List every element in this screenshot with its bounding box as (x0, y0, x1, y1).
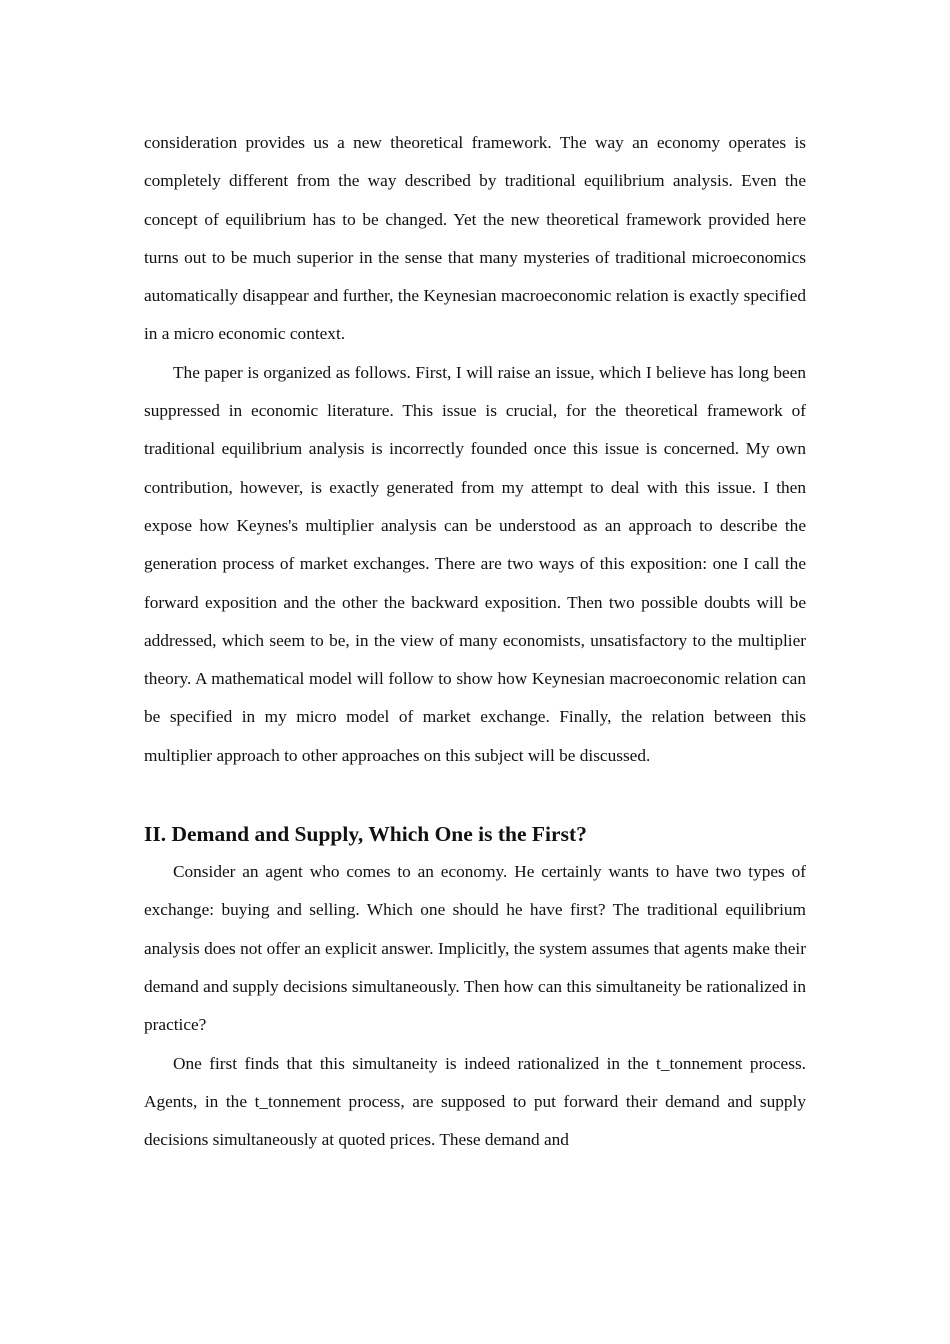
paragraph-tatonnement: One first finds that this simultaneity is indeed rationalized in the t_tonnement process. Agents, in the t_tonnement process, are supposed to put forward their demand and supply decisions simultaneously at quoted prices. These demand and (144, 1053, 806, 1150)
section-heading-demand-supply: II. Demand and Supply, Which One is the First? (144, 822, 587, 847)
page-body (144, 124, 806, 1159)
paragraph-intro-continuation: consideration provides us a new theoretical framework. The way an economy operates is completely different from the way described by traditional equilibrium analysis. Even the concept of equilibrium has to be changed. Yet the new theoretical framework provided here turns out to be much superior in the sense that many mysteries of traditional microeconomics automatically disappear and further, the Keynesian macroeconomic relation is exactly specified in a micro economic context. (144, 133, 806, 344)
paragraph-paper-organization: The paper is organized as follows. First, I will raise an issue, which I believe has long been suppressed in economic literature. This issue is crucial, for the theoretical framework of traditional equilibrium analysis is incorrectly founded once this issue is concerned. My own contribution, however, is exactly generated from my attempt to deal with this issue. I then expose how Keynes's multiplier analysis can be understood as an approach to describe the generation process of market exchanges. There are two ways of this exposition: one I call the forward exposition and the other the backward exposition. Then two possible doubts will be addressed, which seem to be, in the view of many economists, unsatisfactory to the multiplier theory. A mathematical model will follow to show how Keynesian macroeconomic relation can be specified in my micro model of market exchange. Finally, the relation between this multiplier approach to other approaches on this subject will be discussed. (144, 362, 806, 765)
paragraph-agent-exchange: Consider an agent who comes to an economy. He certainly wants to have two types of exchange: buying and selling. Which one should he have first? The traditional equilibrium analysis does not offer an explicit answer. Implicitly, the system assumes that agents make their demand and supply decisions simultaneously. Then how can this simultaneity be rationalized in practice? (144, 862, 806, 1035)
